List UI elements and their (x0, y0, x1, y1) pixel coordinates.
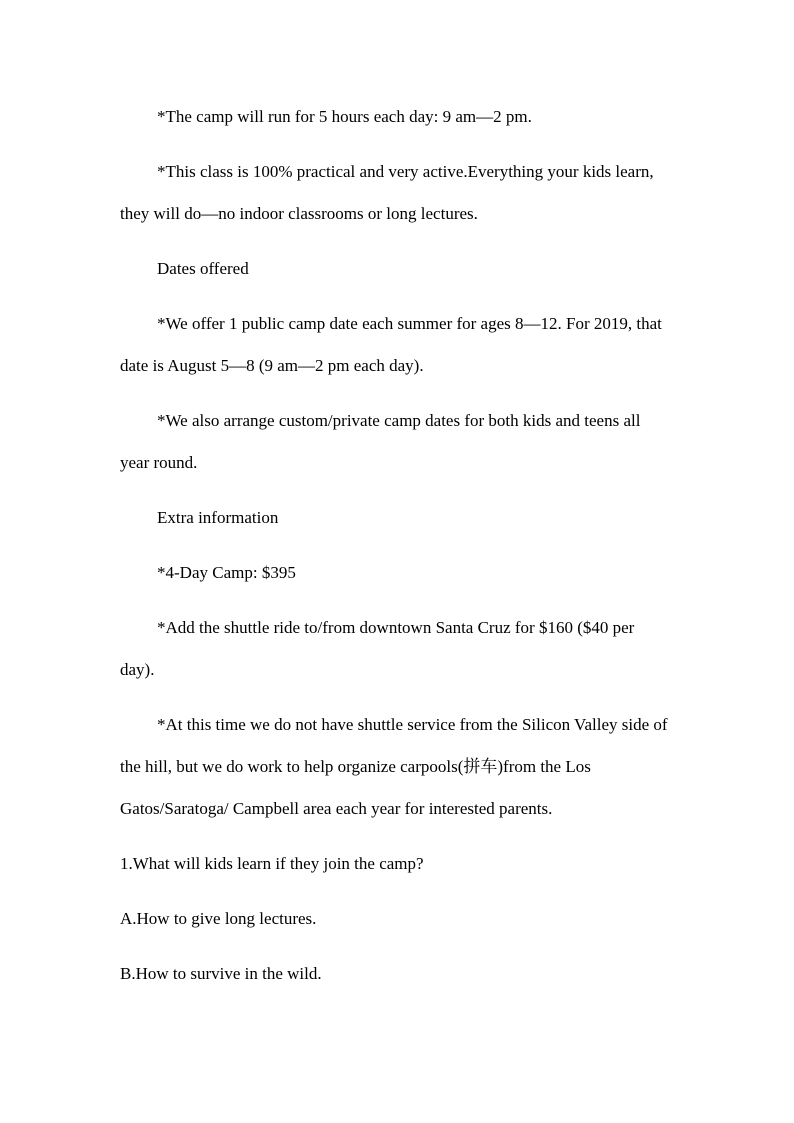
heading-extra-information: Extra information (157, 508, 279, 527)
paragraph-public-camp-date: *We offer 1 public camp date each summer for ages 8—12. For 2019, that date is August 5—8 (9 am—2 pm each day). (120, 314, 662, 375)
paragraph-custom-dates: *We also arrange custom/private camp dates for both kids and teens all year round. (120, 411, 641, 472)
option-b: B.How to survive in the wild. (120, 964, 322, 983)
heading-dates-offered: Dates offered (157, 259, 249, 278)
paragraph-camp-hours: *The camp will run for 5 hours each day: 9 am—2 pm. (157, 107, 532, 126)
paragraph-carpools: *At this time we do not have shuttle service from the Silicon Valley side of the hill, but we do work to help organize carpools(拼车)from the Los Gatos/Saratoga/ Campbell area each year for interested parents. (120, 715, 668, 818)
paragraph-camp-price: *4-Day Camp: $395 (157, 563, 296, 582)
paragraph-shuttle-ride: *Add the shuttle ride to/from downtown Santa Cruz for $160 ($40 per day). (120, 618, 635, 679)
option-a: A.How to give long lectures. (120, 909, 317, 928)
document-body (120, 96, 672, 1008)
paragraph-class-practical: *This class is 100% practical and very active.Everything your kids learn, they will do—no indoor classrooms or long lectures. (120, 162, 654, 223)
question-1: 1.What will kids learn if they join the camp? (120, 854, 424, 873)
